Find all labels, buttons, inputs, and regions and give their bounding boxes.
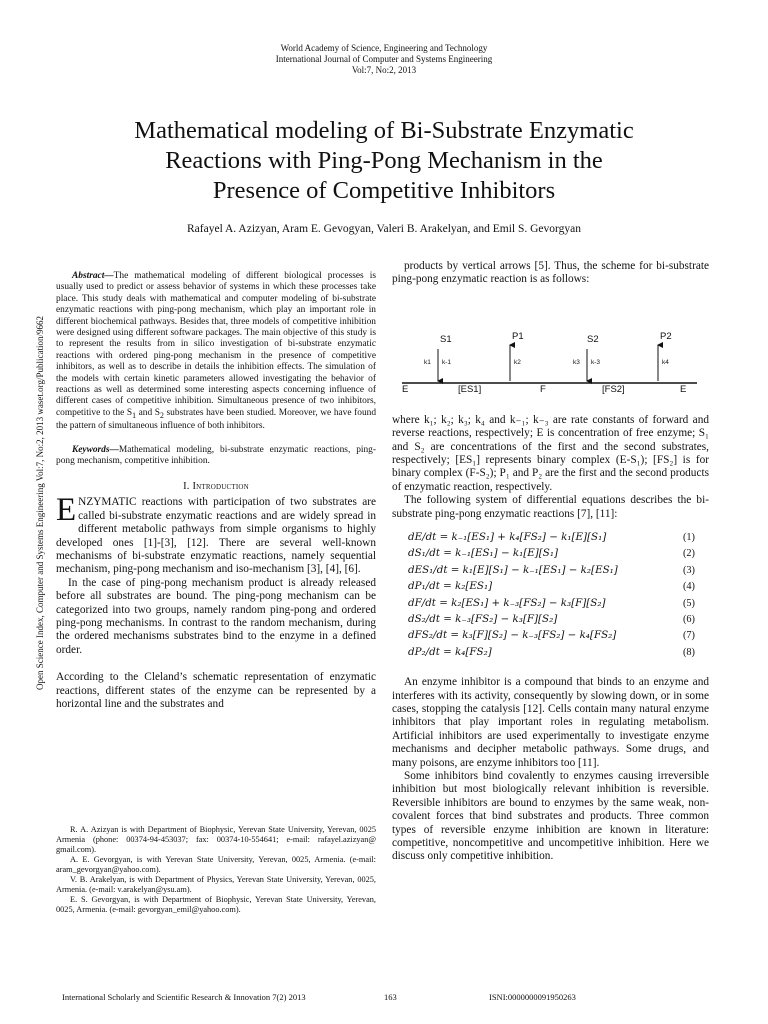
equation: dE/dt = k₋₁[ES₁] + k₄[FS₂] − k₁[E][S₁] — [408, 531, 607, 544]
left-column — [56, 271, 376, 711]
label-p1: P1 — [512, 330, 524, 342]
section-heading-introduction: I. Introduction — [183, 481, 249, 493]
abstract-mid: and S — [135, 407, 160, 418]
page-footer — [0, 992, 768, 1004]
label-p2: P2 — [660, 330, 672, 342]
abstract-sub-1: 1 — [132, 410, 136, 420]
equation-row — [392, 580, 709, 596]
inhibition-types-paragraph: Some inhibitors bind covalently to enzymes causing irreversible inhibition but most biologically relevant inhibition is reversible. Reversible inhibitors are bound to enzymes by the same weak, non-covalent forces that bind substrates and products. Three common types of reversible enzyme inhibition are known in literature: competitive, noncompetitive and uncompetitive inhibition. Here we discuss only competitive inhibition. — [392, 770, 709, 863]
equation-row — [392, 646, 709, 662]
title-line-1: Mathematical modeling of Bi-Substrate Enzymatic — [134, 117, 634, 144]
state-fs2: [FS2] — [602, 383, 625, 395]
footnote-gevorgyan-a: A. E. Gevorgyan, is with Yerevan State University, Yerevan, 0025, Armenia. (e-mail: aram_gevorgyan@yahoo.com). — [56, 855, 376, 874]
label-k1: k1 — [424, 358, 431, 366]
equation: dFS₂/dt = k₃[F][S₂] − k₋₃[FS₂] − k₄[FS₂] — [408, 629, 617, 642]
inhibitor-paragraph: An enzyme inhibitor is a compound that binds to an enzyme and interferes with its activity, consequently by slowing down, or in some cases, stopping the catalysis [12]. Cells contain many natural enzyme inhibitors that play important roles in regulating metabolism. Artificial inhibitors are used experimentally to investigate enzyme mechanisms and decipher metabolic pathways. Some drugs, and many poisons, are enzyme inhibitors too [11]. — [392, 676, 709, 769]
equation-number: (4) — [682, 581, 695, 593]
label-s1: S1 — [440, 333, 452, 345]
equation-number: (2) — [682, 548, 695, 560]
journal-header — [0, 43, 768, 76]
rate-constants-paragraph: where k₁; k₂; k₃; k₄ and k₋₁; k₋₃ are rate constants of forward and reverse reactions, respectively; E is concentration of free enzyme; S₁ and S₂ are concentrations of the first and the second substrates, respectively; [ES₁] represents binary complex (E-S₁); [FS₂] is for binary complex (F-S₂); P₁ and P₂ are the first and the second products of enzymatic reaction, respectively. — [392, 413, 709, 493]
equation-row — [392, 531, 709, 547]
journal-volume: Vol:7, No:2, 2013 — [351, 65, 417, 75]
equation-system — [392, 531, 709, 662]
footer-publisher: International Scholarly and Scientific Research & Innovation 7(2) 2013 — [62, 992, 306, 1002]
abstract — [56, 271, 376, 433]
abstract-text: The mathematical modeling of different biological processes is usually used to predict or assess behavior of systems in which these processes take place. This study deals with mathematical and computer modeling of bi-substrate enzymatic reactions with ping-pong mechanism, which play an important role in different biochemical pathways. Besides that, three models of competitive inhibition were designed using different software packages. The main objective of this study is to represent the results from in silico investigation of bi-substrate enzymatic reactions with ordered ping-pong mechanism in the presence of competitive inhibitors, as well as to describe in details the inhibition effects. The simulation of the models with certain kinetic parameters allowed investigating the behavior of reactions as well as determined some interesting aspects concerning influence of different cases of competitive inhibition. Simultaneous presence of two inhibitors, competitive to the S — [56, 271, 376, 418]
intro-paragraph-1 — [56, 492, 376, 576]
footnote-gevorgyan-e: E. S. Gevorgyan, is with Department of Biophysic, Yerevan State University, Yerevan, 0025, Armenia. (e-mail: gevorgyan_emil@yahoo.com). — [56, 895, 376, 914]
footer-isni: ISNI:0000000091950263 — [489, 992, 576, 1002]
journal-subtitle: International Journal of Computer and Systems Engineering — [275, 54, 493, 64]
paper-title — [40, 116, 728, 206]
footnote-arakelyan: V. B. Arakelyan, is with Department of Physics, Yerevan State University, Yerevan, 0025, Armenia. (e-mail: v.arakelyan@ysu.am). — [56, 875, 376, 894]
intro-paragraph-1-text: NZYMATIC reactions with participation of two substrates are called bi-substrate enzymatic reactions and are widely spread in different metabolic pathways from simple organisms to highly developed ones [1]-[3], [12]. There are several well-known mechanisms of bi-substrate enzymatic reactions, namely sequential mechanism, ping-pong mechanism and iso-mechanism [3], [4], [6]. — [56, 496, 376, 576]
scheme-state-labels — [392, 384, 709, 400]
state-f: F — [540, 383, 546, 395]
equation-number: (8) — [682, 646, 695, 658]
intro-paragraph-2: In the case of ping-pong mechanism product is already released before all substrates are bound. The ping-pong mechanism can be categorized into two groups, namely random ping-pong and ordered ping-pong mechanisms. In contrast to the random mechanism, during the ordered mechanisms substrates bind to the enzyme in a defined order. — [56, 576, 376, 656]
abstract-label: Abstract— — [72, 271, 114, 281]
equation-row — [392, 597, 709, 613]
author-list: Rafayel A. Azizyan, Aram E. Gevogyan, Valeri B. Arakelyan, and Emil S. Gevorgyan — [187, 223, 581, 235]
label-k-minus-3: k-3 — [591, 358, 601, 366]
keywords — [56, 445, 376, 468]
state-e-start: E — [402, 383, 409, 395]
equation-number: (3) — [682, 564, 695, 576]
label-k4: k4 — [662, 358, 669, 366]
equation: dES₁/dt = k₁[E][S₁] − k₋₁[ES₁] − k₂[ES₁] — [408, 563, 618, 576]
equation-number: (7) — [682, 630, 695, 642]
abstract-tail: substrates have been studied. Moreover, we have found the pattern of simultaneous influence of both inhibitors. — [56, 407, 377, 432]
equation-row — [392, 547, 709, 563]
state-e-end: E — [680, 383, 687, 395]
title-line-2: Reactions with Ping-Pong Mechanism in the — [165, 147, 603, 174]
journal-name: World Academy of Science, Engineering and Technology — [280, 43, 488, 53]
equation: dS₂/dt = k₋₃[FS₂] − k₃[F][S₂] — [408, 613, 558, 626]
ping-pong-scheme-diagram — [392, 289, 709, 384]
equation-row — [392, 613, 709, 629]
equation: dP₂/dt = k₄[FS₂] — [408, 645, 492, 658]
equation-row — [392, 564, 709, 580]
equation-number: (1) — [682, 532, 695, 544]
label-s2: S2 — [587, 333, 599, 345]
abstract-sub-2: 2 — [159, 410, 164, 420]
label-k-minus-1: k-1 — [442, 358, 452, 366]
title-line-3: Presence of Competitive Inhibitors — [212, 177, 556, 204]
equation: dF/dt = k₂[ES₁] + k₋₃[FS₂] − k₃[F][S₂] — [408, 596, 606, 609]
label-k3: k3 — [573, 358, 580, 366]
system-intro-paragraph: The following system of differential equations describes the bi-substrate ping-pong enzymatic reactions [7], [11]: — [392, 494, 709, 520]
keywords-text: Mathematical modeling, bi-substrate enzymatic reactions, ping-pong mechanism, competitive inhibition. — [56, 444, 376, 466]
footnote-azizyan: R. A. Azizyan is with Department of Biophysic, Yerevan State University, Yerevan, 0025 Armenia (phone: 00374-94-453037; fax: 00374-10-554641; e-mail: rafayel.azizyan@ gmail.com). — [56, 825, 376, 854]
equation-row — [392, 629, 709, 645]
keywords-label: Keywords— — [72, 444, 119, 455]
author-footnotes — [56, 825, 376, 915]
equation: dS₁/dt = k₋₁[ES₁] − k₁[E][S₁] — [408, 547, 558, 560]
label-k2: k2 — [514, 358, 521, 366]
intro-paragraph-3: According to the Cleland’s schematic representation of enzymatic reactions, different states of the enzyme can be represented by a horizontal line and the substrates and — [56, 671, 376, 711]
equation: dP₁/dt = k₂[ES₁] — [408, 580, 493, 593]
scheme-intro-paragraph: products by vertical arrows [5]. Thus, the scheme for bi-substrate ping-pong enzymatic reaction is as follows: — [392, 260, 709, 286]
state-es1: [ES1] — [458, 383, 482, 395]
side-note: Open Science Index, Computer and Systems Engineering Vol:7, No:2, 2013 waset.org/Publication/9662 — [35, 316, 45, 690]
equation-number: (6) — [682, 614, 695, 626]
equation-number: (5) — [682, 597, 695, 609]
drop-cap: E — [56, 492, 77, 529]
right-column — [392, 260, 709, 864]
page-number: 163 — [384, 992, 397, 1002]
